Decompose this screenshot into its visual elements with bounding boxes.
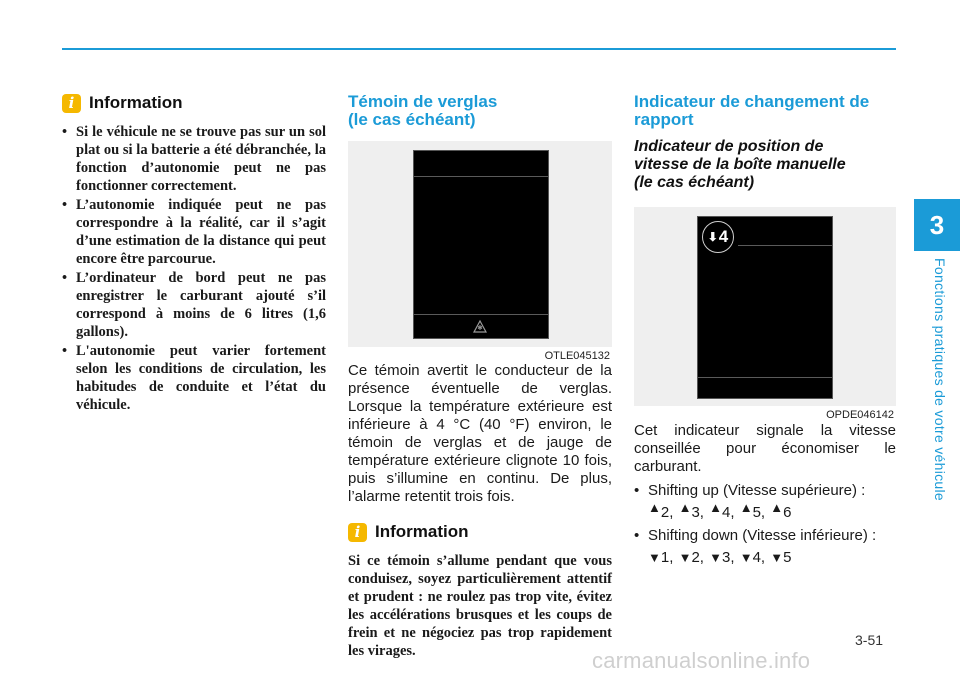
divider-line [698,377,832,378]
info-icon: i [62,94,81,113]
info-title: Information [89,93,183,112]
shift-up-item: • Shifting up (Vitesse supérieure) : [634,482,896,500]
up-arrow-icon: ▲ [739,500,753,515]
up-arrow-icon: ▲ [770,500,784,515]
gear-item [678,500,704,521]
down-arrow-icon: ▼ [709,550,722,565]
up-arrow-icon: ▲ [678,500,692,515]
list-item: • L'autonomie peut varier fortement selon les conditions de circulation, les habitudes de conduite et l’état du véhicule. [62,342,326,414]
cluster-screen [697,216,833,399]
down-arrow-icon: ▼ [770,550,784,565]
subsection-title-line: Indicateur de position de [634,138,824,155]
gear-label: 4, [752,549,766,566]
up-arrow-icon: ▲ [648,500,661,515]
gear-shift-indicator-section [634,93,896,572]
section-title-line: Indicateur de changement de [634,92,870,111]
section-title-line: (le cas échéant) [348,110,476,129]
shift-down-gears [634,549,896,566]
icy-road-section [348,93,612,660]
subsection-title [634,138,896,192]
section-title-line: rapport [634,110,694,129]
divider-line [738,245,832,246]
gear-item [709,500,735,521]
up-arrow-icon: ▲ [709,500,722,515]
list-item: • L’autonomie indiquée peut ne pas correspondre à la réalité, car il s’agit d’une estimation de la distance qui peut encore être parcourue. [62,196,326,268]
gear-item [679,549,704,566]
snowflake-warning-icon [472,319,488,335]
gear-item [648,549,673,566]
info-title: Information [375,522,469,541]
gear-item [648,500,674,521]
gear-label: 3, [722,549,735,566]
gear-item [739,500,766,521]
down-arrow-icon: ▼ [678,550,692,565]
information-block-autonomy [62,93,326,415]
gear-indicator-description: Cet indicateur signale la vitesse conseillée pour économiser le carburant. [634,422,896,475]
gear-label: 2, [691,549,704,566]
gear-position-badge [702,221,734,253]
figure-code: OTLE045132 [544,350,610,362]
chapter-title: Fonctions pratiques de votre véhicule [932,258,948,502]
gear-label: 4, [722,504,735,521]
figure-code: OPDE046142 [826,409,894,421]
section-title [634,93,896,129]
icy-road-description: Ce témoin avertit le conducteur de la présence éventuelle de verglas. Lorsque la température extérieure est inférieure à 4 °C (40 °F) environ, le témoin de verglas et de jauge de température extérieure clignote 10 fois, puis s’illumine en continu. De plus, l’alarme retentit trois fois. [348,362,612,505]
cluster-screen [413,150,549,339]
gear-item [709,549,734,566]
gear-indicator-figure [634,207,896,421]
subsection-title-line: vitesse de la boîte manuelle [634,156,846,173]
info-body: Si ce témoin s’allume pendant que vous conduisez, soyez particulièrement attentif et prudent : ne roulez pas trop vite, évitez les accélérations brusques et les coups de frein et ne négociez pas trop rapidement les virages. [348,553,612,659]
shift-down-item: • Shifting down (Vitesse inférieure) : [634,527,896,545]
gear-label: 5 [783,549,792,566]
gear-label: 1, [660,549,674,566]
down-arrow-icon: ▼ [739,550,753,565]
info-header [348,522,612,542]
gear-item [770,500,792,521]
down-arrow-icon: ▼ [648,550,661,565]
top-rule [62,48,896,50]
gear-number: 4 [718,227,729,246]
gear-item [770,549,791,566]
section-title [348,93,612,129]
divider-line [414,314,548,315]
subsection-title-line: (le cas échéant) [634,174,755,191]
info-header [62,93,326,113]
gear-label: 3, [691,504,704,521]
icy-road-figure [348,141,612,362]
gear-label: 6 [783,504,792,521]
section-title-line: Témoin de verglas [348,92,498,111]
divider-line [414,176,548,177]
gear-label: 2, [660,504,674,521]
shift-down-arrow-icon: ⬇ [707,230,718,244]
shift-up-gears [634,500,896,521]
page-number: 3-51 [855,632,884,648]
info-icon: i [348,523,367,542]
chapter-tab [914,199,960,251]
list-item: • Si le véhicule ne se trouve pas sur un sol plat ou si la batterie a été débranchée, la fonction d’autonomie peut ne pas fonctionner correctement. [62,123,326,195]
gear-label: 5, [752,504,766,521]
info-bullet-list [62,123,326,414]
watermark: carmanualsonline.info [592,648,811,673]
list-item: • L’ordinateur de bord peut ne pas enregistrer le carburant ajouté s’il correspond à moins de 6 litres (1,6 gallons). [62,269,326,341]
gear-item [740,549,765,566]
chapter-number: 3 [929,209,945,240]
